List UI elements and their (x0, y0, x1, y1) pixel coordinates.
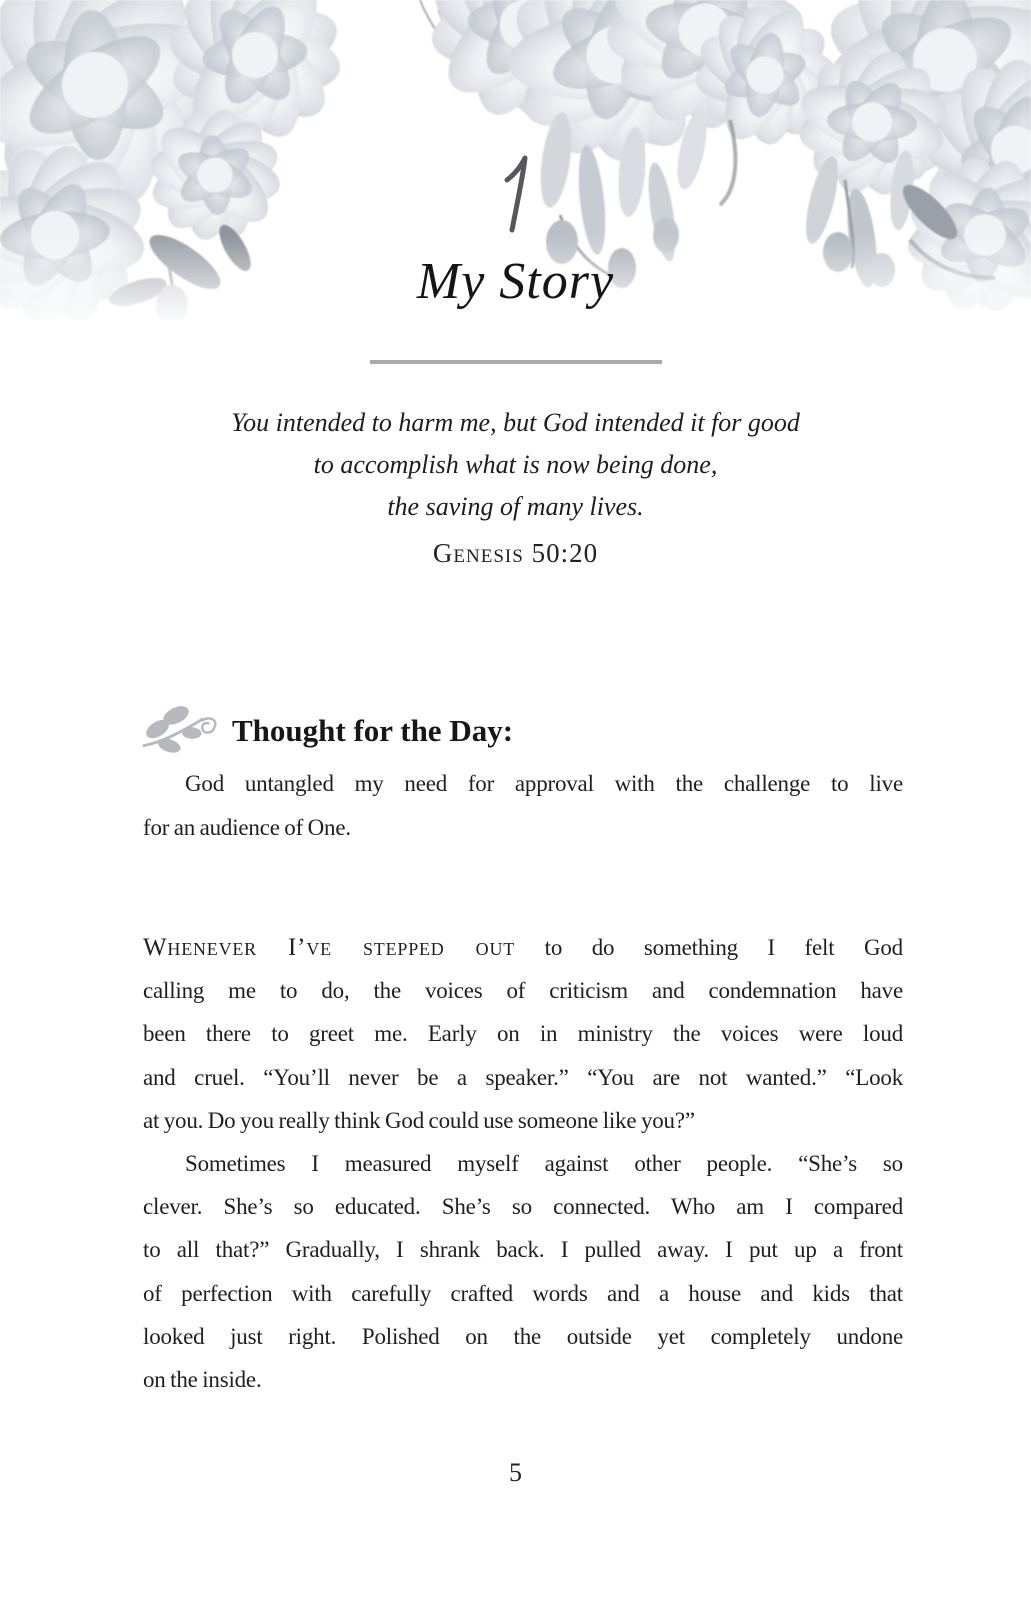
title-divider (370, 360, 662, 364)
text-line: God untangled my need for approval with the challenge to live (185, 771, 903, 796)
thought-text (143, 762, 903, 850)
thought-heading-row (140, 700, 513, 762)
text-line: at you. Do you really think God could use someone like you?” (143, 1107, 695, 1133)
chapter-number (0, 152, 1031, 242)
text-line: of perfection with carefully crafted words and a house and kids that (143, 1280, 903, 1306)
chapter-title: My Story (416, 253, 615, 310)
body-text (143, 926, 903, 1401)
chapter-number-glyph (493, 152, 539, 242)
text-line: to accomplish what is now being done, (313, 450, 718, 479)
scripture-reference: Genesis 50:20 (432, 538, 599, 568)
text-line: and cruel. “You’ll never be a speaker.” “You are not wanted.” “Look (143, 1064, 903, 1090)
text-line: for an audience of One. (143, 815, 351, 840)
lead-in-small-caps: Whenever I’ve stepped out (143, 934, 516, 961)
text-line: to all that?” Gradually, I shrank back. I pulled away. I put up a front (143, 1237, 903, 1263)
thought-heading: Thought for the Day: (232, 713, 514, 748)
body-line-text: to do something I felt God (515, 935, 903, 960)
epigraph (0, 402, 1031, 528)
body-line (143, 926, 903, 969)
text-line: You intended to harm me, but God intended it for good (231, 408, 800, 437)
page-number: 5 (509, 1458, 522, 1487)
text-line: on the inside. (143, 1367, 262, 1393)
leaf-branch-icon (140, 700, 218, 762)
text-line: calling me to do, the voices of criticism and condemnation have (143, 978, 903, 1004)
paragraph-1-lines (143, 969, 903, 1142)
text-line: Sometimes I measured myself against other people. “She’s so (185, 1151, 903, 1177)
text-line: been there to greet me. Early on in ministry the voices were loud (143, 1021, 903, 1047)
paragraph-1 (143, 926, 903, 1142)
text-line: the saving of many lives. (387, 492, 644, 521)
text-line: looked just right. Polished on the outside yet completely undone (143, 1323, 903, 1349)
paragraph-2 (143, 1142, 903, 1401)
text-line: clever. She’s so educated. She’s so connected. Who am I compared (143, 1194, 903, 1220)
